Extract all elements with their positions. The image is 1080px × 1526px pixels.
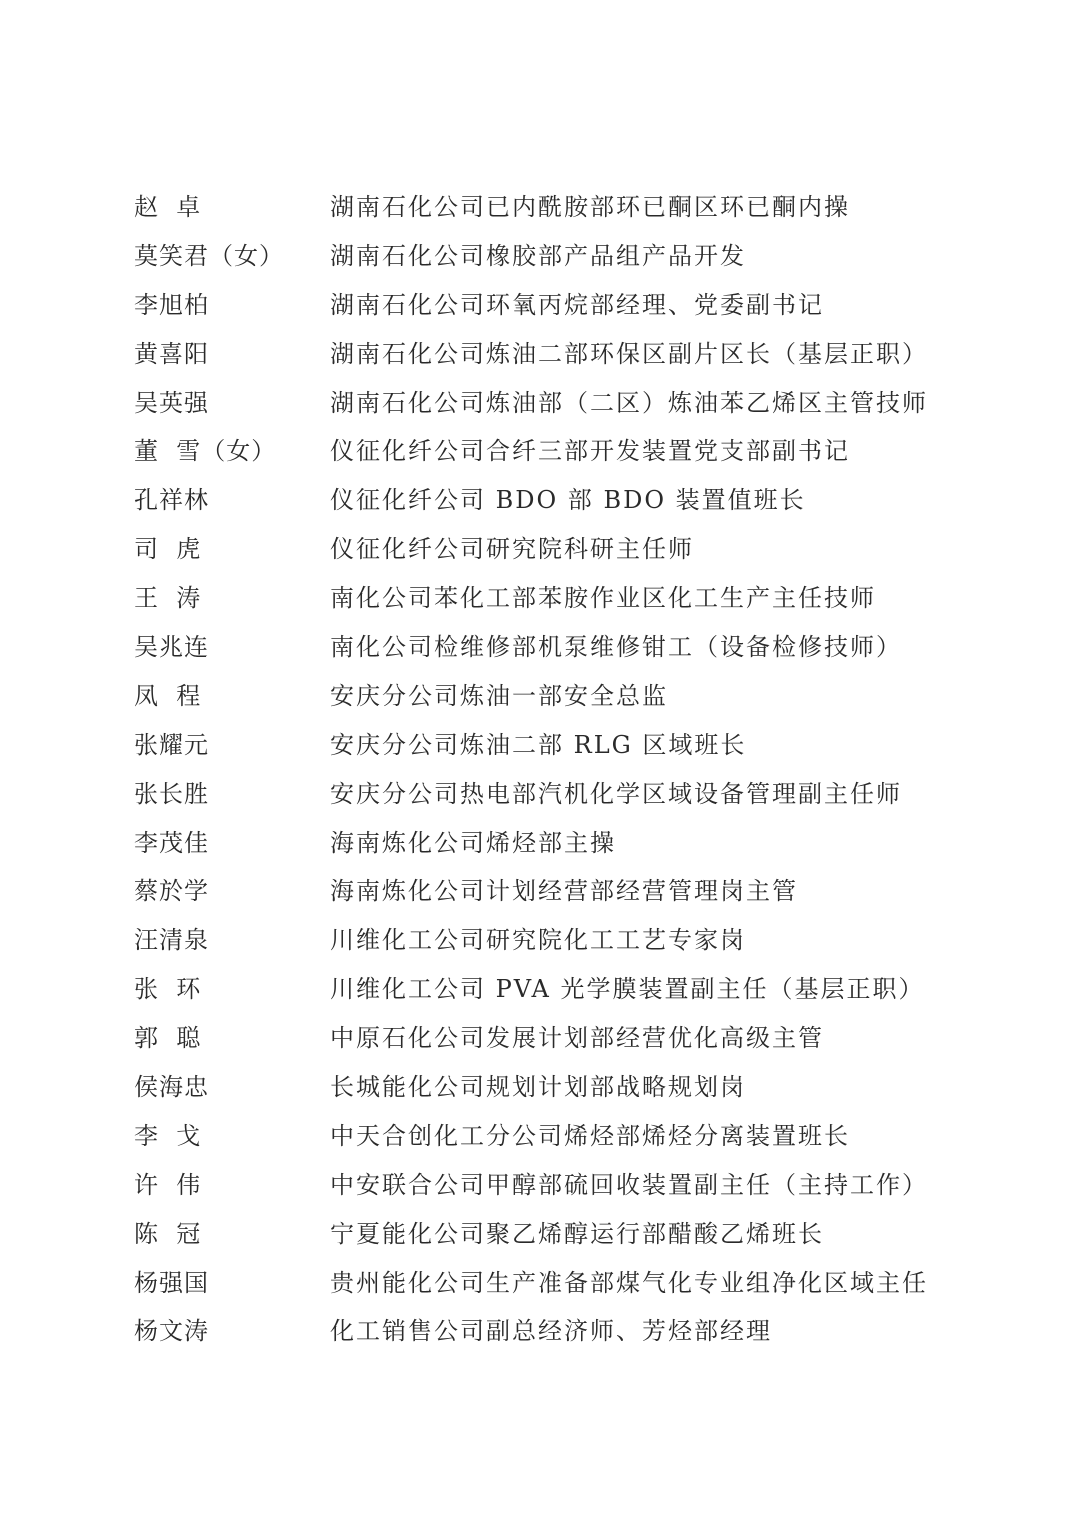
person-name: 王 涛 bbox=[134, 584, 202, 613]
person-name: 张耀元 bbox=[134, 730, 209, 759]
person-position: 贵州能化公司生产准备部煤气化专业组净化区域主任 bbox=[330, 1268, 928, 1297]
list-item bbox=[134, 1109, 954, 1158]
person-position: 中原石化公司发展计划部经营优化高级主管 bbox=[330, 1024, 824, 1053]
person-position: 仪征化纤公司研究院科研主任师 bbox=[330, 535, 694, 564]
person-name: 张长胜 bbox=[134, 779, 209, 808]
person-position: 中安联合公司甲醇部硫回收装置副主任（主持工作） bbox=[330, 1170, 928, 1199]
person-position: 仪征化纤公司合纤三部开发装置党支部副书记 bbox=[330, 437, 850, 466]
list-item bbox=[134, 229, 954, 278]
person-name: 杨强国 bbox=[134, 1268, 209, 1297]
person-name: 杨文涛 bbox=[134, 1317, 209, 1346]
person-position: 海南炼化公司计划经营部经营管理岗主管 bbox=[330, 877, 798, 906]
person-position: 川维化工公司 PVA 光学膜装置副主任（基层正职） bbox=[330, 975, 925, 1004]
list-item bbox=[134, 522, 954, 571]
person-position: 南化公司苯化工部苯胺作业区化工生产主任技师 bbox=[330, 584, 876, 613]
person-name: 莫笑君（女） bbox=[134, 241, 284, 270]
person-name: 李旭柏 bbox=[134, 290, 209, 319]
list-item bbox=[134, 718, 954, 767]
person-name: 许 伟 bbox=[134, 1170, 202, 1199]
person-position: 中天合创化工分公司烯烃部烯烃分离装置班长 bbox=[330, 1121, 850, 1150]
person-name: 凤 程 bbox=[134, 681, 202, 710]
person-name: 李茂佳 bbox=[134, 828, 209, 857]
list-item bbox=[134, 620, 954, 669]
person-position: 安庆分公司炼油一部安全总监 bbox=[330, 681, 668, 710]
list-item bbox=[134, 327, 954, 376]
list-item bbox=[134, 1060, 954, 1109]
personnel-list bbox=[134, 180, 954, 1353]
list-item bbox=[134, 571, 954, 620]
person-name: 黄喜阳 bbox=[134, 339, 209, 368]
list-item bbox=[134, 278, 954, 327]
list-item bbox=[134, 669, 954, 718]
list-item bbox=[134, 767, 954, 816]
person-position: 长城能化公司规划计划部战略规划岗 bbox=[330, 1072, 746, 1101]
list-item bbox=[134, 376, 954, 425]
person-name: 蔡於学 bbox=[134, 877, 209, 906]
list-item bbox=[134, 1158, 954, 1207]
list-item bbox=[134, 1011, 954, 1060]
person-name: 张 环 bbox=[134, 975, 202, 1004]
person-position: 化工销售公司副总经济师、芳烃部经理 bbox=[330, 1317, 772, 1346]
person-name: 汪清泉 bbox=[134, 926, 209, 955]
person-position: 南化公司检维修部机泵维修钳工（设备检修技师） bbox=[330, 632, 902, 661]
person-position: 湖南石化公司环氧丙烷部经理、党委副书记 bbox=[330, 290, 824, 319]
person-position: 湖南石化公司已内酰胺部环已酮区环已酮内操 bbox=[330, 192, 850, 221]
person-position: 湖南石化公司炼油部（二区）炼油苯乙烯区主管技师 bbox=[330, 388, 928, 417]
person-name: 郭 聪 bbox=[134, 1024, 202, 1053]
person-name: 吴兆连 bbox=[134, 632, 209, 661]
list-item bbox=[134, 473, 954, 522]
person-position: 仪征化纤公司 BDO 部 BDO 装置值班长 bbox=[330, 486, 806, 515]
person-position: 川维化工公司研究院化工工艺专家岗 bbox=[330, 926, 746, 955]
person-name: 李 戈 bbox=[134, 1121, 202, 1150]
list-item bbox=[134, 1256, 954, 1305]
person-position: 安庆分公司炼油二部 RLG 区域班长 bbox=[330, 730, 747, 759]
person-name: 侯海忠 bbox=[134, 1072, 209, 1101]
person-name: 吴英强 bbox=[134, 388, 209, 417]
person-name: 陈 冠 bbox=[134, 1219, 202, 1248]
list-item bbox=[134, 1207, 954, 1256]
person-name: 董 雪（女） bbox=[134, 437, 277, 466]
list-item bbox=[134, 424, 954, 473]
person-position: 海南炼化公司烯烃部主操 bbox=[330, 828, 616, 857]
person-name: 孔祥林 bbox=[134, 486, 209, 515]
list-item bbox=[134, 864, 954, 913]
person-name: 司 虎 bbox=[134, 535, 202, 564]
list-item bbox=[134, 1304, 954, 1353]
list-item bbox=[134, 816, 954, 865]
person-position: 湖南石化公司橡胶部产品组产品开发 bbox=[330, 241, 746, 270]
person-name: 赵 卓 bbox=[134, 192, 202, 221]
person-position: 湖南石化公司炼油二部环保区副片区长（基层正职） bbox=[330, 339, 928, 368]
person-position: 宁夏能化公司聚乙烯醇运行部醋酸乙烯班长 bbox=[330, 1219, 824, 1248]
list-item bbox=[134, 962, 954, 1011]
list-item bbox=[134, 913, 954, 962]
list-item bbox=[134, 180, 954, 229]
person-position: 安庆分公司热电部汽机化学区域设备管理副主任师 bbox=[330, 779, 902, 808]
